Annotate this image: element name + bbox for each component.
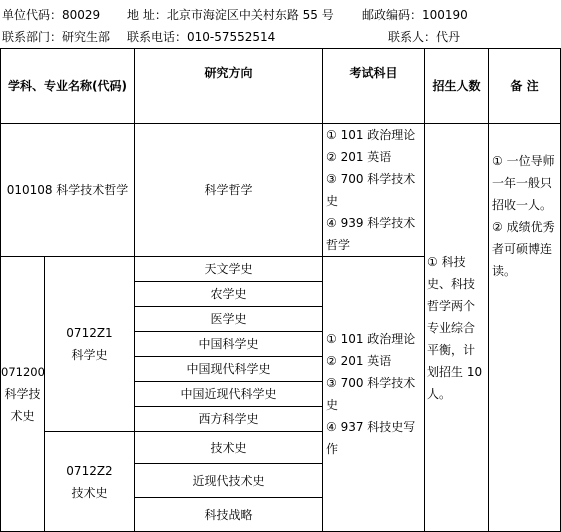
col-enrollment-header: 招生人数 [425,49,489,124]
direction-cell: 西方科学史 [135,407,323,432]
exam-item: ③ 700 科学技术史 [326,376,416,412]
enrollment-cell: ① 科技史、科技哲学两个专业综合平衡，计划招生 10 人。 [425,124,489,532]
submajor-cell [45,432,135,532]
direction-cell: 农学史 [135,282,323,307]
direction-cell: 中国科学史 [135,332,323,357]
direction-cell: 中国现代科学史 [135,357,323,382]
exam-item: ① 101 政治理论 [326,128,416,142]
exam-item: ④ 937 科技史写作 [326,420,416,456]
exam-cell [323,257,425,532]
notes-text: ① 一位导师一年一般只招收一人。② 成绩优秀者可硕博连读。 [492,154,555,278]
submajor-name: 科学史 [71,348,108,362]
direction-cell: 科学哲学 [135,124,323,257]
col-direction-header: 研究方向 [135,49,323,124]
submajor-cell [45,257,135,432]
postcode: 邮政编码：100190 [362,8,468,22]
major-name: 科学技术史 [4,387,41,423]
unit-code: 单位代码：80029 [2,8,101,22]
direction-cell: 医学史 [135,307,323,332]
submajor-name: 技术史 [71,485,108,500]
address: 地 址：北京市海淀区中关村东路 55 号 [127,8,334,22]
table-row [1,124,561,257]
exam-cell [323,124,425,257]
notes-cell [489,124,561,532]
major-code: 071200 [1,365,45,379]
exam-item: ③ 700 科学技术史 [326,172,416,208]
col-notes-header: 备 注 [489,49,561,124]
major-code-cell [1,257,45,532]
direction-cell: 天文学史 [135,257,323,282]
exam-item: ② 201 英语 [326,354,392,368]
contact-phone: 联系电话：010-57552514 [127,30,276,44]
col-exam-header: 考试科目 [323,49,425,124]
direction-cell: 近现代技术史 [135,464,323,498]
table-header [1,49,561,124]
direction-cell: 技术史 [135,432,323,464]
direction-cell: 中国近现代科学史 [135,382,323,407]
submajor-code: 0712Z1 [66,326,113,340]
exam-item: ② 201 英语 [326,150,392,164]
col-major-header: 学科、专业名称(代码) [1,49,135,124]
contact-dept: 联系部门：研究生部 [2,30,111,44]
exam-item: ④ 939 科学技术哲学 [326,216,416,252]
major-cell: 010108 科学技术哲学 [1,124,135,257]
exam-item: ① 101 政治理论 [326,332,416,346]
contact-person: 联系人：代丹 [388,30,461,44]
direction-cell: 科技战略 [135,498,323,532]
enrollment-table [0,48,561,532]
submajor-code: 0712Z2 [66,463,113,478]
